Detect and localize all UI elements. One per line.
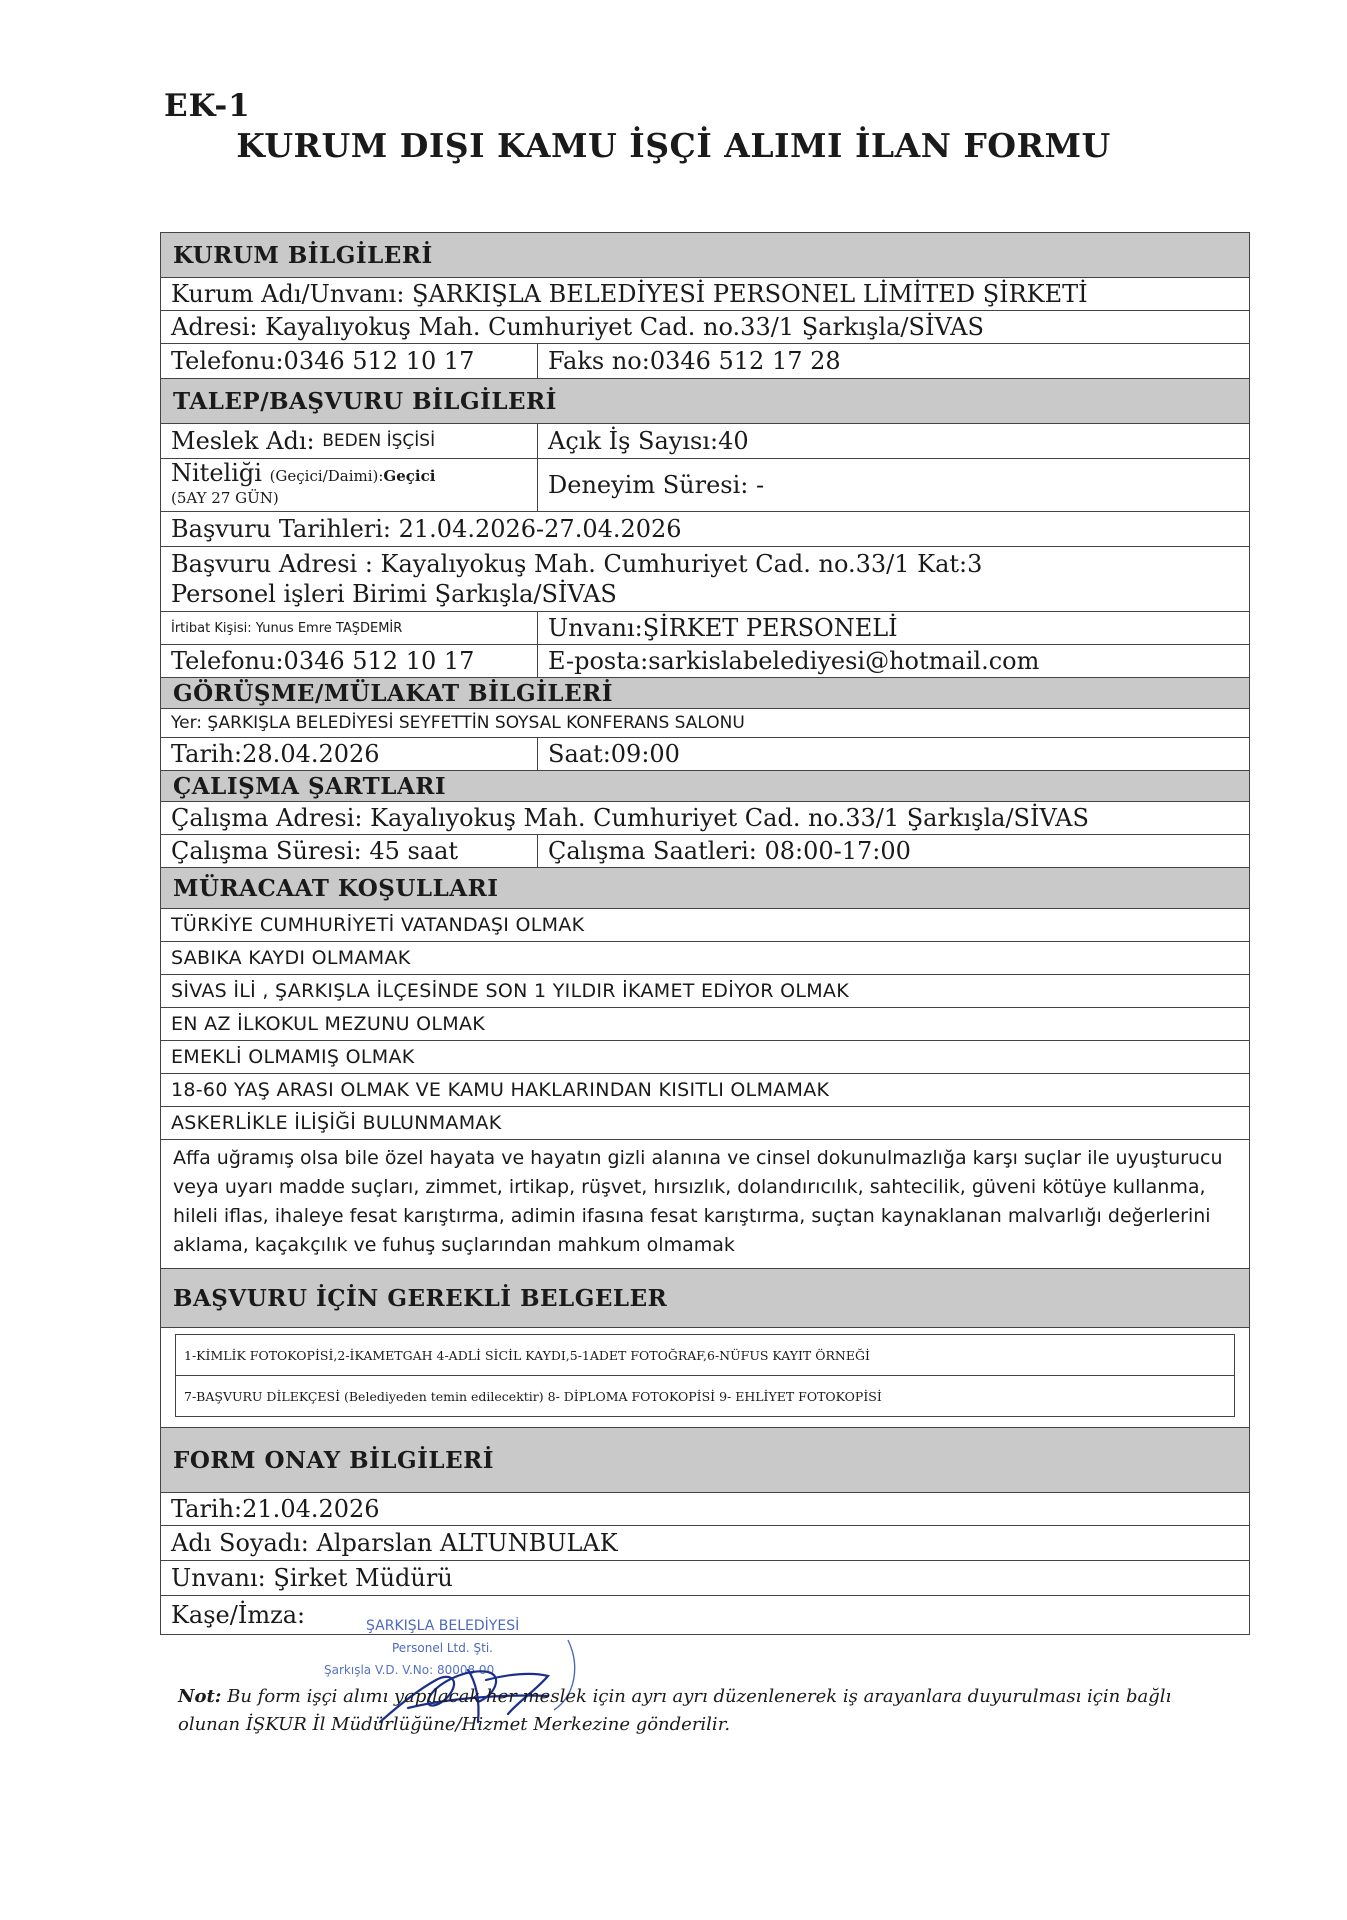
- form-title: KURUM DIŞI KAMU İŞÇİ ALIMI İLAN FORMU: [236, 126, 1111, 165]
- row-kosul-2: [161, 942, 1249, 975]
- section-muracaat-header: [161, 868, 1249, 909]
- annex-label: EK-1: [164, 88, 251, 124]
- belgeler-list: [161, 1328, 1249, 1428]
- section-talep-header: [161, 379, 1249, 424]
- section-title: TALEP/BAŞVURU BİLGİLERİ: [173, 387, 557, 415]
- meslek-value: BEDEN İŞÇİSİ: [322, 431, 436, 451]
- note-text: Bu form işçi alımı yapılacak her meslek için ayrı ayrı düzenlenerek iş arayanlara duyurulması için bağlı olunan İŞKUR İl Müdürlüğüne/Hizmet Merkezine gönderilir.: [178, 1686, 1172, 1735]
- row-irtibat: [161, 612, 1249, 645]
- section-title: MÜRACAAT KOŞULLARI: [173, 874, 499, 902]
- row-kosul-7: [161, 1107, 1249, 1140]
- meslek-label: Meslek Adı:: [171, 427, 315, 455]
- onay-adi-soyadi: Adı Soyadı: Alparslan ALTUNBULAK: [171, 1529, 618, 1557]
- row-onay-tarih: [161, 1493, 1249, 1526]
- row-calisma-adres: [161, 802, 1249, 835]
- calisma-adres: Çalışma Adresi: Kayalıyokuş Mah. Cumhuriyet Cad. no.33/1 Şarkışla/SİVAS: [171, 804, 1089, 832]
- row-onay-adi: [161, 1526, 1249, 1561]
- form-note: [178, 1683, 1238, 1739]
- row-kurum-address: [161, 311, 1249, 344]
- calisma-saatleri: Çalışma Saatleri: 08:00-17:00: [548, 837, 911, 865]
- basvuru-tarihleri: Başvuru Tarihleri: 21.04.2026-27.04.2026: [171, 515, 682, 543]
- kurum-name: Kurum Adı/Unvanı: ŞARKIŞLA BELEDİYESİ PERSONEL LİMİTED ŞİRKETİ: [171, 280, 1088, 308]
- row-kurum-name: [161, 278, 1249, 311]
- kurum-phone: Telefonu:0346 512 10 17: [161, 344, 538, 378]
- kosul-item: SİVAS İLİ , ŞARKIŞLA İLÇESİNDE SON 1 YILDIR İKAMET EDİYOR OLMAK: [171, 980, 849, 1002]
- row-kosul-6: [161, 1074, 1249, 1107]
- acik-is-sayisi: Açık İş Sayısı:40: [548, 427, 749, 455]
- basvuru-adresi-line2: Personel işleri Birimi Şarkışla/SİVAS: [171, 580, 617, 608]
- row-kosul-3: [161, 975, 1249, 1008]
- section-gorusme-header: [161, 678, 1249, 709]
- basvuru-adresi-line1: Başvuru Adresi : Kayalıyokuş Mah. Cumhuriyet Cad. no.33/1 Kat:3: [171, 550, 983, 578]
- onay-kase-imza: Kaşe/İmza:: [171, 1601, 306, 1629]
- talep-phone: Telefonu:0346 512 10 17: [161, 645, 538, 677]
- onay-tarih: Tarih:21.04.2026: [171, 1495, 380, 1523]
- meslek-field: [161, 424, 538, 458]
- note-label: Not:: [178, 1686, 222, 1707]
- kosul-item: 18-60 YAŞ ARASI OLMAK VE KAMU HAKLARINDAN KISITLI OLMAMAK: [171, 1079, 830, 1101]
- kosul-item: EMEKLİ OLMAMIŞ OLMAK: [171, 1046, 415, 1068]
- stamp-line-2: Personel Ltd. Şti.: [392, 1641, 493, 1655]
- deneyim-suresi: Deneyim Süresi: -: [548, 471, 765, 499]
- irtibat-unvan: Unvanı:ŞİRKET PERSONELİ: [548, 614, 898, 642]
- gorusme-yer: Yer: ŞARKIŞLA BELEDİYESİ SEYFETTİN SOYSAL KONFERANS SALONU: [171, 713, 745, 733]
- gorusme-tarih: Tarih:28.04.2026: [161, 738, 538, 770]
- section-calisma-header: [161, 771, 1249, 802]
- kosul-item: SABIKA KAYDI OLMAMAK: [171, 947, 411, 969]
- row-meslek: [161, 424, 1249, 459]
- niteligi-small: (Geçici/Daimi):: [269, 466, 384, 485]
- row-kosul-5: [161, 1041, 1249, 1074]
- section-title: FORM ONAY BİLGİLERİ: [173, 1446, 494, 1474]
- section-title: ÇALIŞMA ŞARTLARI: [173, 772, 447, 800]
- row-gorusme-yer: [161, 709, 1249, 738]
- stamp-line-1: ŞARKIŞLA BELEDİYESİ: [366, 1618, 520, 1634]
- talep-email: E-posta:sarkislabelediyesi@hotmail.com: [548, 647, 1040, 675]
- gorusme-saat: Saat:09:00: [548, 740, 680, 768]
- row-gorusme-tarih: [161, 738, 1249, 771]
- basvuru-adresi: [161, 547, 1249, 611]
- row-kurum-phone: [161, 344, 1249, 379]
- calisma-suresi: Çalışma Süresi: 45 saat: [161, 835, 538, 867]
- row-kosul-4: [161, 1008, 1249, 1041]
- row-iletisim: [161, 645, 1249, 678]
- kurum-address: Adresi: Kayalıyokuş Mah. Cumhuriyet Cad. no.33/1 Şarkışla/SİVAS: [171, 313, 984, 341]
- row-calisma-sure: [161, 835, 1249, 868]
- kosul-item: ASKERLİKLE İLİŞİĞİ BULUNMAMAK: [171, 1112, 502, 1134]
- niteligi-duration: (5AY 27 GÜN): [171, 488, 279, 507]
- row-niteligi: [161, 459, 1249, 512]
- section-title: BAŞVURU İÇİN GEREKLİ BELGELER: [173, 1284, 668, 1312]
- niteligi-line: [171, 459, 436, 487]
- row-kosul-1: [161, 909, 1249, 942]
- stamp-line-3: Şarkışla V.D. V.No: 80008 00: [324, 1663, 495, 1677]
- form-table: [160, 232, 1250, 1635]
- section-title: KURUM BİLGİLERİ: [173, 241, 433, 269]
- section-title: GÖRÜŞME/MÜLAKAT BİLGİLERİ: [173, 679, 613, 707]
- kosul-item: TÜRKİYE CUMHURİYETİ VATANDAŞI OLMAK: [171, 914, 585, 936]
- onay-unvan: Unvanı: Şirket Müdürü: [171, 1564, 453, 1592]
- section-kurum-header: [161, 233, 1249, 278]
- niteligi-field: [161, 459, 538, 511]
- belge-line-1: 1-KİMLİK FOTOKOPİSİ,2-İKAMETGAH 4-ADLİ SİCİL KAYDI,5-1ADET FOTOĞRAF,6-NÜFUS KAYIT ÖRNEĞİ: [175, 1334, 1235, 1376]
- section-onay-header: [161, 1428, 1249, 1493]
- kosul-item: EN AZ İLKOKUL MEZUNU OLMAK: [171, 1013, 486, 1035]
- belge-line-2: 7-BAŞVURU DİLEKÇESİ (Belediyeden temin edilecektir) 8- DİPLOMA FOTOKOPİSİ 9- EHLİYET FOTOKOPİSİ: [175, 1376, 1235, 1417]
- niteligi-value: Geçici: [383, 466, 436, 485]
- row-kosul-paragraph: [161, 1140, 1249, 1269]
- niteligi-label: Niteliği: [171, 459, 262, 487]
- row-onay-unvan: [161, 1561, 1249, 1596]
- row-basvuru-adresi: [161, 547, 1249, 612]
- irtibat-kisisi: İrtibat Kişisi: Yunus Emre TAŞDEMİR: [161, 612, 538, 644]
- row-basvuru-tarihleri: [161, 512, 1249, 547]
- kosul-paragraph: Affa uğramış olsa bile özel hayata ve hayatın gizli alanına ve cinsel dokunulmazlığa karşı suçlar ile uyuşturucu veya uyarı madde suçları, zimmet, irtikap, rüşvet, hırsızlık, dolandırıcılık, sahtecilik, güveni kötüye kullanma, hileli iflas, ihaleye fesat karıştırma, adimin ifasına fesat karıştırma, suçtan kaynaklanan malvarlığı değerlerini aklama, kaçakçılık ve fuhuş suçlarından mahkum olmamak: [173, 1147, 1223, 1256]
- section-belgeler-header: [161, 1269, 1249, 1328]
- kurum-fax: Faks no:0346 512 17 28: [548, 347, 841, 375]
